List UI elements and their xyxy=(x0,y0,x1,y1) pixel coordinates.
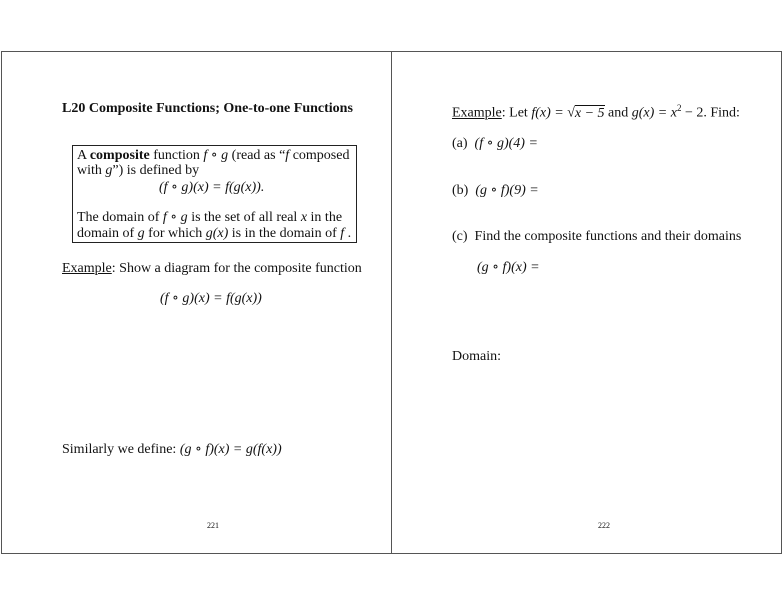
similarly-text: Similarly we define: xyxy=(62,442,180,457)
definition-formula xyxy=(159,179,264,196)
definition-math: f xyxy=(340,226,345,241)
definition-text: (read as “ xyxy=(228,148,286,163)
definition-text: composed xyxy=(289,148,350,163)
part-b xyxy=(452,182,539,199)
example-formula-left xyxy=(160,290,262,307)
find-text: . Find: xyxy=(703,105,740,121)
page-title: L20 Composite Functions; One-to-one Functions xyxy=(62,101,353,116)
g-definition: g(x) = x xyxy=(631,105,677,121)
page-number-right: 222 xyxy=(598,521,610,530)
part-c-text: Find the composite functions and their domains xyxy=(474,229,742,244)
definition-formula-text: (f ∘ g)(x) = f(g(x)). xyxy=(159,180,265,195)
example-line-right xyxy=(452,103,740,122)
definition-line-1 xyxy=(77,147,349,164)
definition-keyword: composite xyxy=(89,148,150,163)
definition-text: for which xyxy=(144,226,206,241)
page-divider xyxy=(391,51,392,554)
definition-text: ”) is defined by xyxy=(112,163,200,178)
definition-text: is the set of all real xyxy=(187,210,301,225)
definition-math: f ∘ g xyxy=(203,148,229,163)
similarly-formula: (g ∘ f)(x) = g(f(x)) xyxy=(179,442,282,457)
g-definition-tail: − 2 xyxy=(681,105,704,121)
part-c-expression-text: (g ∘ f)(x) = xyxy=(477,260,540,275)
definition-math: g xyxy=(137,226,145,241)
definition-text: domain of xyxy=(77,226,138,241)
definition-text: A xyxy=(77,148,90,163)
sqrt-radicand: x − 5 xyxy=(574,105,605,121)
similarly-line xyxy=(62,441,282,458)
example-text: : Show a diagram for the composite function xyxy=(111,261,362,276)
example-label: Example xyxy=(452,105,502,121)
definition-math: f xyxy=(285,148,290,163)
example-line-left xyxy=(62,261,362,277)
definition-math: g(x) xyxy=(205,226,229,241)
part-b-expression: (g ∘ f)(9) = xyxy=(475,183,539,198)
domain-line-2 xyxy=(77,226,351,242)
part-a-label: (a) xyxy=(452,136,468,151)
definition-text: in the xyxy=(307,210,343,225)
definition-text: The domain of xyxy=(77,210,163,225)
definition-box xyxy=(72,145,357,243)
part-c-label: (c) xyxy=(452,229,468,244)
definition-text: function xyxy=(149,148,204,163)
page-number-left: 221 xyxy=(207,521,219,530)
example-label: Example xyxy=(62,261,112,276)
and-text: and xyxy=(604,105,632,121)
part-c-expression xyxy=(477,259,540,276)
definition-text: is in the domain of xyxy=(228,226,341,241)
domain-label: Domain: xyxy=(452,349,501,364)
definition-line-2 xyxy=(77,163,199,179)
definition-text: with xyxy=(77,163,106,178)
g-exponent: 2 xyxy=(676,103,682,113)
definition-text: . xyxy=(344,226,352,241)
domain-line-1 xyxy=(77,209,342,226)
part-a xyxy=(452,135,538,152)
sqrt-symbol: √ xyxy=(567,105,575,121)
example-formula-text: (f ∘ g)(x) = f(g(x)) xyxy=(160,291,262,306)
f-definition: f(x) = xyxy=(531,105,568,121)
definition-math: f ∘ g xyxy=(162,210,188,225)
part-b-label: (b) xyxy=(452,183,469,198)
example-text: : Let xyxy=(501,105,532,121)
definition-math: g xyxy=(105,163,113,178)
definition-math: x xyxy=(300,210,308,225)
part-c xyxy=(452,229,741,245)
part-a-expression: (f ∘ g)(4) = xyxy=(474,136,538,151)
